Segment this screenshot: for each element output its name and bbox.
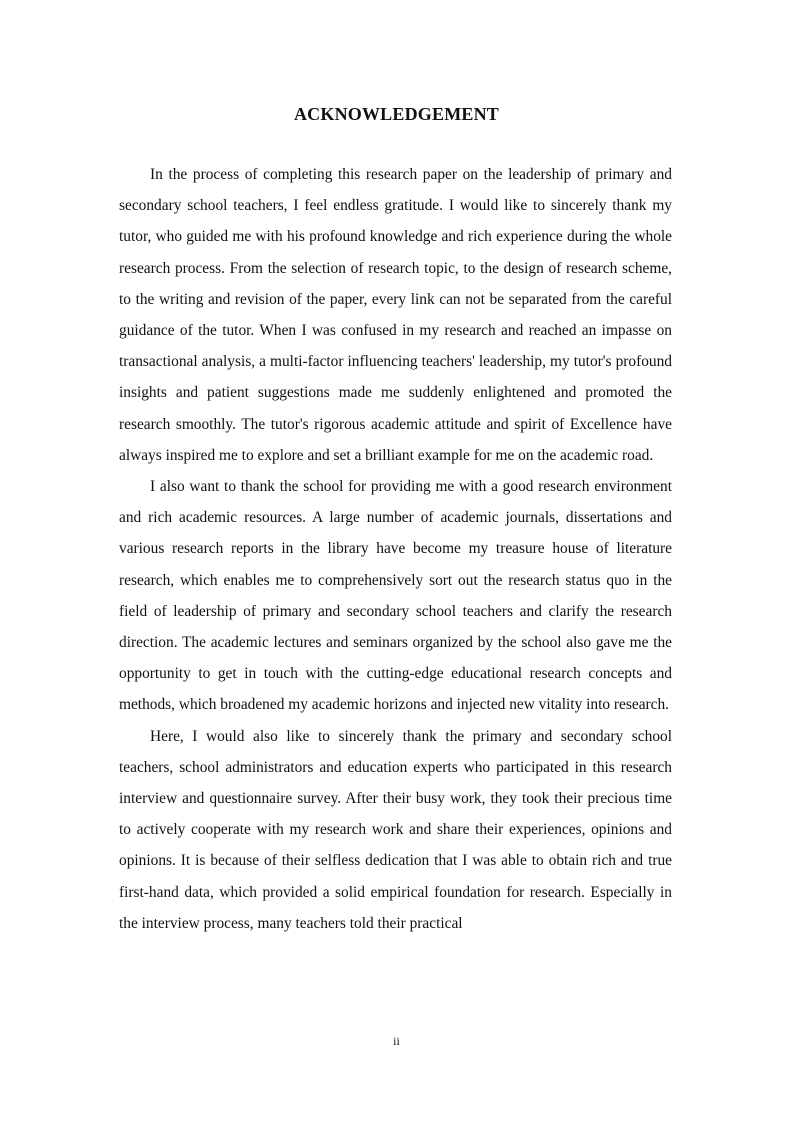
- paragraph-tutor-thanks: In the process of completing this research paper on the leadership of primary and secondary school teachers, I feel endless gratitude. I would like to sincerely thank my tutor, who guided me with his profound knowledge and rich experience during the whole research process. From the selection of research topic, to the design of research scheme, to the writing and revision of the paper, every link can not be separated from the careful guidance of the tutor. When I was confused in my research and reached an impasse on transactional analysis, a multi-factor influencing teachers' leadership, my tutor's profound insights and patient suggestions made me suddenly enlightened and promoted the research smoothly. The tutor's rigorous academic attitude and spirit of Excellence have always inspired me to explore and set a brilliant example for me on the academic road.: [119, 166, 672, 464]
- page-title: ACKNOWLEDGEMENT: [293, 104, 500, 124]
- paragraph-participants-thanks: Here, I would also like to sincerely thank the primary and secondary school teachers, school administrators and education experts who participated in this research interview and questionnaire survey. After their busy work, they took their precious time to actively cooperate with my research work and share their experiences, opinions and opinions. It is because of their selfless dedication that I was able to obtain rich and true first-hand data, which provided a solid empirical foundation for research. Especially in the interview process, many teachers told their practical: [119, 727, 672, 932]
- page-number: ii: [393, 1034, 400, 1048]
- body-text: [119, 159, 672, 939]
- paragraph-school-thanks: I also want to thank the school for providing me with a good research environment and rich academic resources. A large number of academic journals, dissertations and various research reports in the library have become my treasure house of literature research, which enables me to comprehensively sort out the research status quo in the field of leadership of primary and secondary school teachers and clarify the research direction. The academic lectures and seminars organized by the school also gave me the opportunity to get in touch with the cutting-edge educational research concepts and methods, which broadened my academic horizons and injected new vitality into research.: [119, 478, 672, 714]
